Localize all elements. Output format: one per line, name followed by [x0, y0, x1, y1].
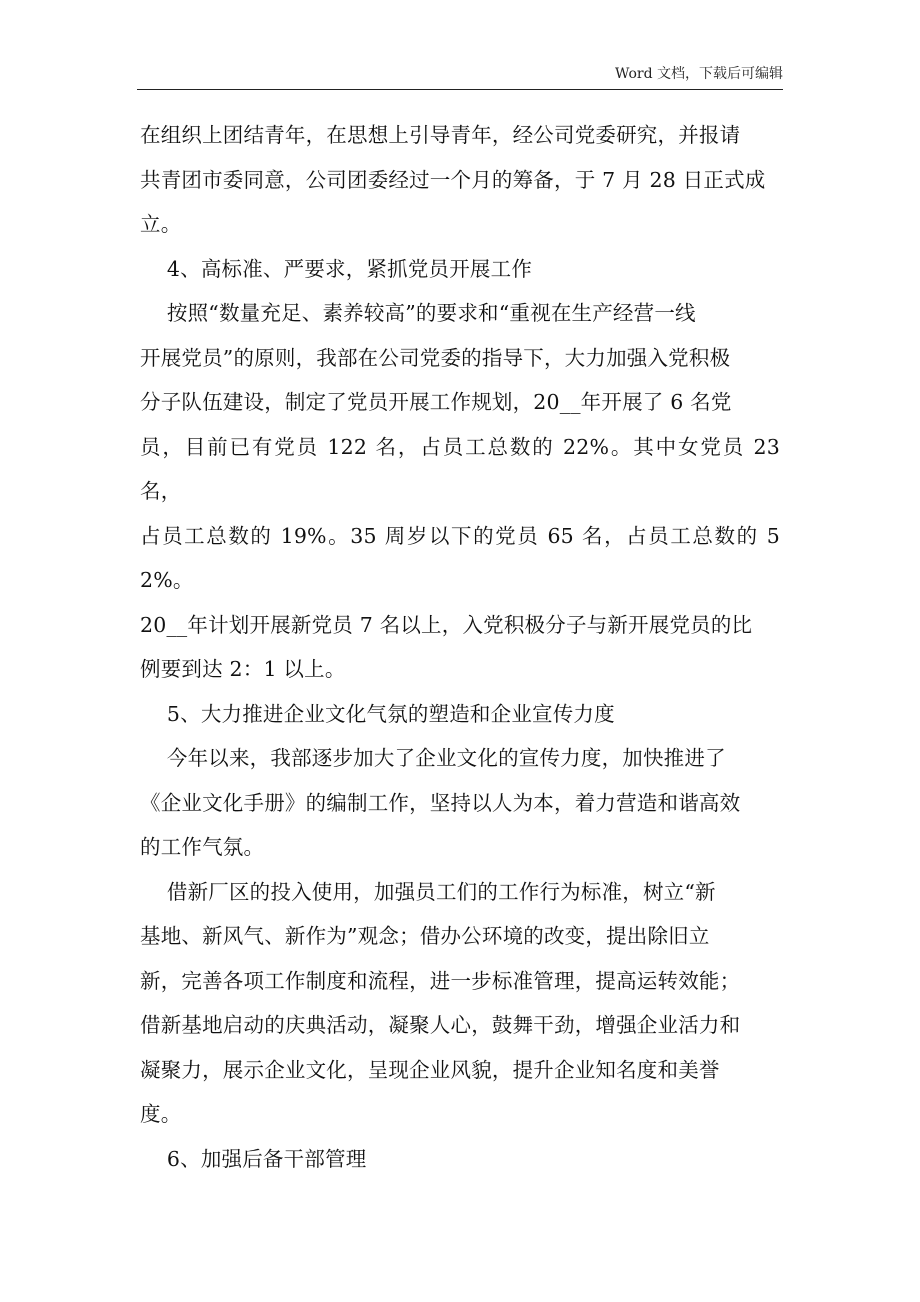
- text-line: 共青团市委同意，公司团委经过一个月的筹备，于 7 月 28 日正式成: [140, 167, 766, 192]
- text-line: 分子队伍建设，制定了党员开展工作规划，20__年开展了 6 名党: [140, 390, 732, 414]
- text-line: 按照“数量充足、素养较高”的要求和“重视在生产经营一线: [140, 301, 696, 325]
- page-header: [137, 63, 783, 90]
- text-line: 例要到达 2：1 以上。: [140, 657, 346, 681]
- text-line: 度。: [140, 1102, 182, 1126]
- section-heading-4: [140, 247, 780, 292]
- paragraph-3: [140, 736, 780, 870]
- text-line: 基地、新风气、新作为”观念；借办公环境的改变，提出除旧立: [140, 924, 710, 948]
- text-line: 新，完善各项工作制度和流程，进一步标准管理，提高运转效能；: [140, 968, 741, 993]
- text-line: 立。: [140, 212, 182, 236]
- section-heading-5: [140, 692, 780, 737]
- text-line: 借新基地启动的庆典活动，凝聚人心，鼓舞干劲，增强企业活力和: [140, 1013, 741, 1037]
- heading-line: 6、加强后备干部管理: [140, 1146, 367, 1171]
- heading-line: 5、大力推进企业文化气氛的塑造和企业宣传力度: [140, 701, 615, 726]
- document-body: [140, 113, 787, 1181]
- text-line: 在组织上团结青年，在思想上引导青年，经公司党委研究，并报请: [140, 123, 741, 147]
- text-line: 开展党员”的原则，我部在公司党委的指导下，大力加强入党积极: [140, 345, 731, 370]
- section-heading-6: [140, 1137, 780, 1182]
- text-line: 员，目前已有党员 122 名，占员工总数的 22%。其中女党员 23 名，: [140, 434, 787, 503]
- header-text: Word 文档，下载后可编辑: [615, 66, 783, 82]
- text-line: 凝聚力，展示企业文化，呈现企业风貌，提升企业知名度和美誉: [140, 1057, 720, 1082]
- text-line: 的工作气氛。: [140, 835, 265, 859]
- paragraph-2: [140, 291, 787, 692]
- text-line: 借新厂区的投入使用，加强员工们的工作行为标准，树立“新: [140, 879, 716, 904]
- text-line: 今年以来，我部逐步加大了企业文化的宣传力度，加快推进了: [140, 746, 726, 770]
- text-line: 《企业文化手册》的编制工作，坚持以人为本，着力营造和谐高效: [140, 790, 741, 815]
- heading-line: 4、高标准、严要求，紧抓党员开展工作: [140, 256, 533, 281]
- text-line: 20__年计划开展新党员 7 名以上，入党积极分子与新开展党员的比: [140, 612, 753, 637]
- paragraph-4: [140, 870, 780, 1137]
- text-line: 占员工总数的 19%。35 周岁以下的党员 65 名，占员工总数的 52%。: [140, 523, 780, 592]
- paragraph-1: [140, 113, 780, 247]
